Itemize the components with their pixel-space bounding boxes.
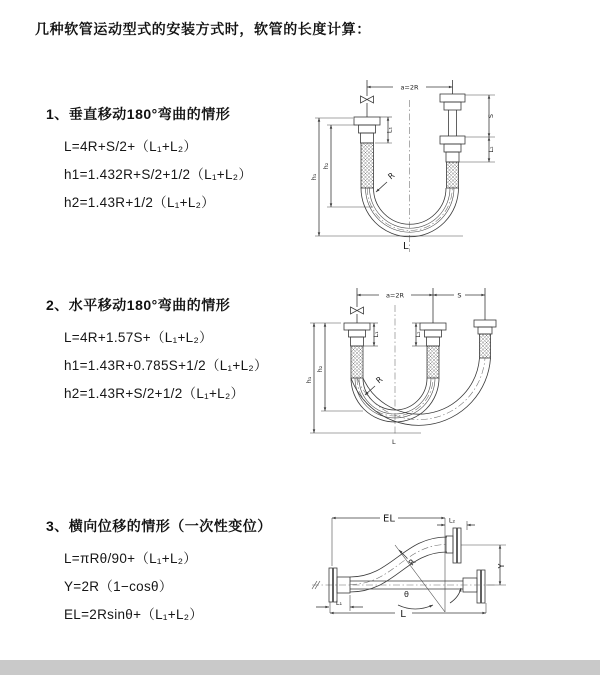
angle-arrow xyxy=(450,588,461,603)
flange xyxy=(474,320,496,327)
section-3-heading: 3、横向位移的情形（一次性变位） xyxy=(46,518,272,534)
dim-label-h1: h₁ xyxy=(305,376,313,384)
diagram-lateral-displacement xyxy=(300,505,570,650)
dim-label-h1: h₁ xyxy=(310,173,318,181)
formula-2-h2: h2=1.43R+S/2+1/2（L₁+L₂） xyxy=(64,386,245,401)
dim-label-a2r: a=2R xyxy=(400,83,419,92)
hose-bottom-edge xyxy=(350,552,447,592)
diagram-vertical-180-bend xyxy=(310,72,590,258)
hex-fitting xyxy=(446,152,459,162)
braided-hose xyxy=(480,334,491,358)
dim-label-h2: h₂ xyxy=(322,162,330,170)
hex-fitting xyxy=(427,337,440,346)
dim-label-l1: L₁ xyxy=(385,126,394,134)
flange xyxy=(440,94,465,102)
hex-fitting xyxy=(361,133,374,143)
hex-fitting xyxy=(351,337,364,346)
dim-label-a2r: a=2R xyxy=(385,291,405,300)
flange xyxy=(453,528,457,563)
hose-centerline xyxy=(350,545,447,585)
valve-icon xyxy=(361,96,374,103)
dim-label-s: S xyxy=(457,291,462,300)
formula-1-length: L=4R+S/2+（L₁+L₂） xyxy=(64,139,198,154)
radius-label: R xyxy=(386,170,397,182)
pipe-stub xyxy=(446,536,453,553)
dim-label-h2: h₂ xyxy=(316,365,324,373)
flange xyxy=(420,323,446,330)
formula-2-h1: h1=1.43R+0.785S+1/2（L₁+L₂） xyxy=(64,358,268,373)
section-vertical-movement xyxy=(46,104,252,217)
section-lateral-displacement xyxy=(46,516,272,629)
formula-3-el: EL=2Rsinθ+（L₁+L₂） xyxy=(64,607,204,622)
valve-icon xyxy=(351,307,364,314)
flange xyxy=(458,528,462,563)
hose-top-edge xyxy=(350,537,447,577)
radius-label: R xyxy=(406,557,418,568)
dim-label-el: EL xyxy=(383,513,395,525)
page-bottom-strip xyxy=(0,660,600,675)
braided-hose xyxy=(447,162,459,188)
length-label: L xyxy=(400,609,406,620)
hose-inner-arc-moved xyxy=(363,358,480,414)
flange xyxy=(344,323,370,330)
nut xyxy=(425,330,442,337)
nut xyxy=(478,327,492,334)
nut xyxy=(359,125,376,133)
formula-1-h1: h1=1.432R+S/2+1/2（L₁+L₂） xyxy=(64,167,253,182)
radius-leader xyxy=(376,182,387,192)
section-1-heading: 1、垂直移动180°弯曲的情形 xyxy=(46,106,231,122)
dim-label-l1: L₁ xyxy=(372,331,380,338)
diagram-horizontal-180-bend xyxy=(305,283,600,450)
radius-line xyxy=(395,545,445,612)
page-title: 几种软管运动型式的安装方式时，软管的长度计算： xyxy=(35,21,371,37)
dim-label-l2: L₂ xyxy=(414,331,422,338)
flange xyxy=(354,117,380,125)
length-label: L xyxy=(392,438,396,446)
braided-hose xyxy=(361,143,374,188)
formula-2-length: L=4R+1.57S+（L₁+L₂） xyxy=(64,330,213,345)
formula-3-y: Y=2R（1−cosθ） xyxy=(64,579,173,594)
formula-1-h2: h2=1.43R+1/2（L₁+L₂） xyxy=(64,195,215,210)
length-label: L xyxy=(403,241,409,252)
dim-label-l2: L₂ xyxy=(448,516,456,525)
angle-label: θ xyxy=(404,590,409,599)
flange xyxy=(482,570,486,603)
braided-hose xyxy=(351,346,363,378)
braided-hose xyxy=(427,346,439,378)
nut xyxy=(349,330,366,337)
radius-label: R xyxy=(374,374,385,386)
nut xyxy=(444,102,461,110)
nut xyxy=(444,144,461,152)
flange xyxy=(477,570,481,603)
hose-centerline-moved xyxy=(357,358,485,420)
section-2-heading: 2、水平移动180°弯曲的情形 xyxy=(46,297,231,313)
dim-label-l2: L₂ xyxy=(487,146,495,153)
formula-3-length: L=πRθ/90+（L₁+L₂） xyxy=(64,551,198,566)
flange xyxy=(440,136,465,144)
dim-label-s: S xyxy=(487,113,495,119)
dim-label-l1: L₁ xyxy=(335,599,343,607)
section-horizontal-movement xyxy=(46,295,268,408)
dim-label-y: Y xyxy=(497,563,506,569)
